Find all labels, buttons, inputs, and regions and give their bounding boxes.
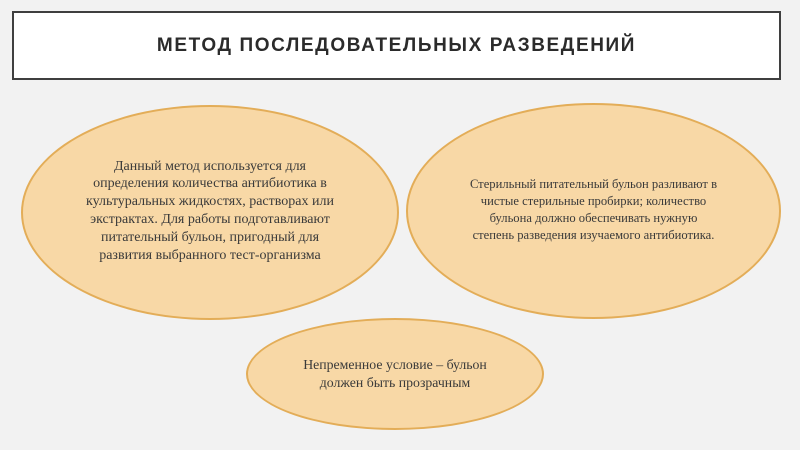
ellipse-broth-distribution — [406, 103, 781, 319]
title-box — [12, 11, 781, 80]
slide-title: МЕТОД ПОСЛЕДОВАТЕЛЬНЫХ РАЗВЕДЕНИЙ — [156, 34, 637, 56]
ellipse-broth-distribution-text: Стерильный питательный бульон разливают в чистые стерильные пробирки; количество бульона должно обеспечивать нужную степень разведения изучаемого антибиотика. — [469, 176, 718, 243]
ellipse-transparency-condition-text: Непременное условие – бульон должен быть прозрачным — [303, 357, 487, 390]
ellipse-transparency-condition — [246, 318, 544, 430]
ellipse-method-description — [21, 105, 399, 320]
ellipse-method-description-text: Данный метод используется для определения количества антибиотика в культуральных жидкостях, растворах или экстрактах. Для работы подготавливают питательный бульон, пригодный для развития выбранного тест-организма — [86, 158, 334, 263]
